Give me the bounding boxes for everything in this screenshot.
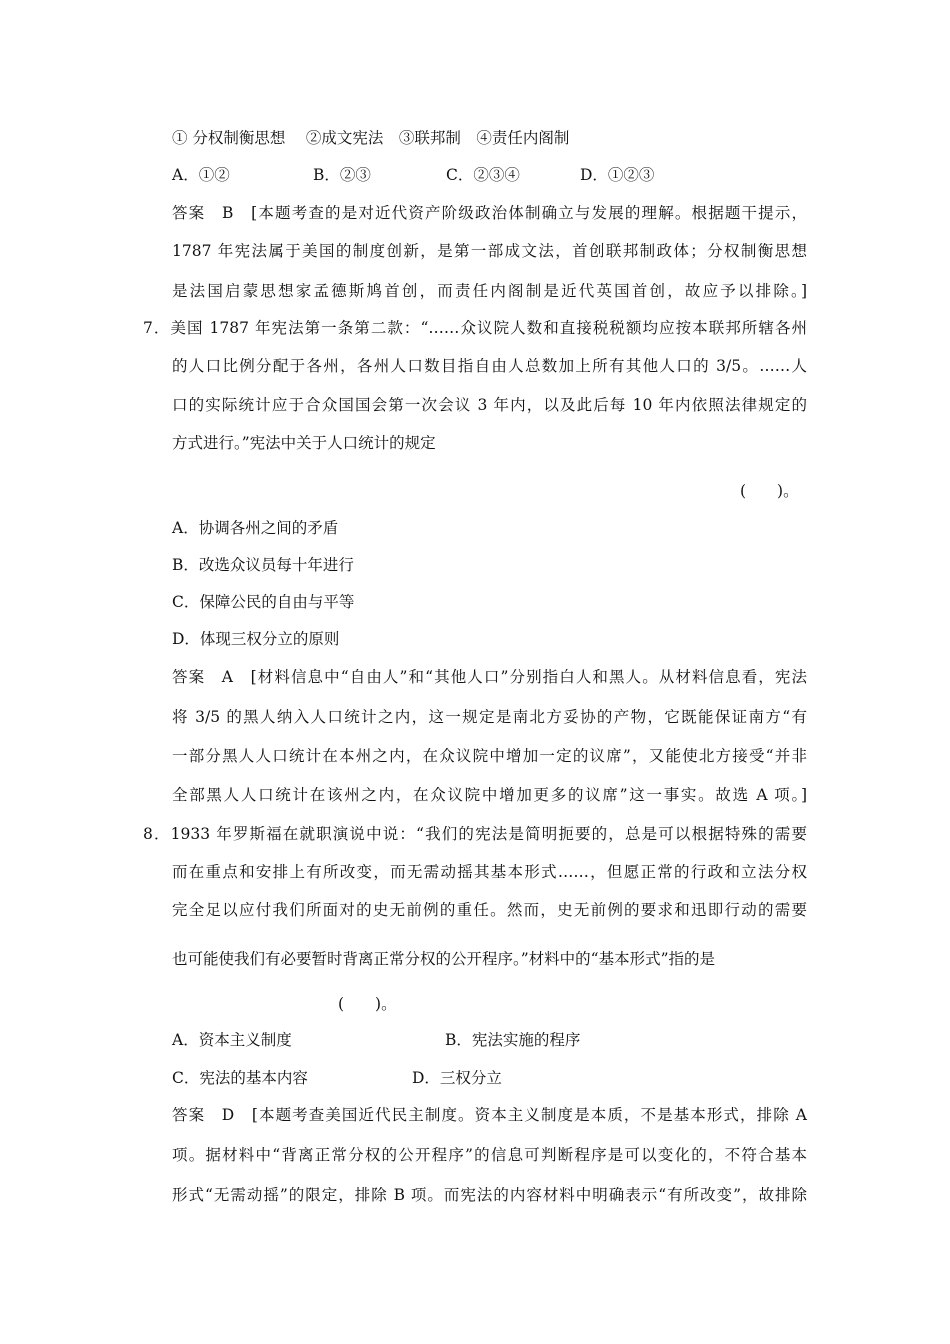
q8-stem-line: 完全足以应付我们所面对的史无前例的重任。然而，史无前例的要求和迅即行动的需要 <box>172 901 807 919</box>
q7-stem-line: 口的实际统计应于合众国国会第一次会议 3 年内，以及此后每 10 年内依照法律规定的 <box>172 396 807 414</box>
q7-stem-line: 的人口比例分配于各州，各州人口数目指自由人总数加上所有其他人口的 3/5。……人 <box>172 357 807 375</box>
q8-option-b: B．宪法实施的程序 <box>445 1031 581 1049</box>
q8-answer-line: 答案 D [本题考查美国近代民主制度。资本主义制度是本质，不是基本形式，排除 A <box>172 1106 807 1124</box>
q8-stem-line: 也可能使我们有必要暂时背离正常分权的公开程序。”材料中的“基本形式”指的是 <box>172 950 716 968</box>
q8-answer-blank: ( )。 <box>338 995 397 1013</box>
q6-answer-line: 1787 年宪法属于美国的制度创新，是第一部成文法，首创联邦制政体；分权制衡思想 <box>172 242 807 260</box>
q8-option-d: D．三权分立 <box>412 1069 502 1087</box>
q6-option-d: D．①②③ <box>580 166 655 184</box>
q7-option-a: A．协调各州之间的矛盾 <box>172 519 339 537</box>
q7-answer-line: 一部分黑人人口统计在本州之内，在众议院中增加一定的议席”，又能使北方接受“并非 <box>172 747 807 765</box>
q7-option-b: B．改选众议员每十年进行 <box>172 556 354 574</box>
q6-option-a: A．①② <box>172 166 230 184</box>
q8-stem-line: 而在重点和安排上有所改变，而无需动摇其基本形式……，但愿正常的行政和立法分权 <box>172 863 807 881</box>
q8-stem-line: 8．1933 年罗斯福在就职演说中说：“我们的宪法是简明扼要的，总是可以根据特殊的需要 <box>143 825 807 843</box>
q8-answer-line: 形式“无需动摇”的限定，排除 B 项。而宪法的内容材料中明确表示“有所改变”，故排除 <box>172 1186 807 1204</box>
q8-option-c: C．宪法的基本内容 <box>172 1069 308 1087</box>
q7-stem-line: 7．美国 1787 年宪法第一条第二款：“……众议院人数和直接税税额均应按本联邦所辖各州 <box>143 319 807 337</box>
q8-option-a: A．资本主义制度 <box>172 1031 292 1049</box>
q7-option-d: D．体现三权分立的原则 <box>172 630 340 648</box>
q7-answer-line: 答案 A [材料信息中“自由人”和“其他人口”分别指白人和黑人。从材料信息看，宪法 <box>172 668 807 686</box>
q6-answer-line: 答案 B [本题考查的是对近代资产阶级政治体制确立与发展的理解。根据题干提示， <box>172 204 807 222</box>
q6-statements: ① 分权制衡思想 ②成文宪法 ③联邦制 ④责任内阁制 <box>172 129 570 147</box>
q7-answer-blank: ( )。 <box>740 482 799 500</box>
q6-answer-line: 是法国启蒙思想家孟德斯鸠首创，而责任内阁制是近代英国首创，故应予以排除。] <box>172 282 807 300</box>
q7-answer-line: 全部黑人人口统计在该州之内，在众议院中增加更多的议席”这一事实。故选 A 项。] <box>172 786 807 804</box>
q6-option-c: C．②③④ <box>446 166 520 184</box>
q7-option-c: C．保障公民的自由与平等 <box>172 593 355 611</box>
q7-answer-line: 将 3/5 的黑人纳入人口统计之内，这一规定是南北方妥协的产物，它既能保证南方“有 <box>172 708 807 726</box>
q8-answer-line: 项。据材料中“背离正常分权的公开程序”的信息可判断程序是可以变化的，不符合基本 <box>172 1146 807 1164</box>
q6-option-b: B．②③ <box>313 166 371 184</box>
q7-stem-line: 方式进行。”宪法中关于人口统计的规定 <box>172 434 436 452</box>
